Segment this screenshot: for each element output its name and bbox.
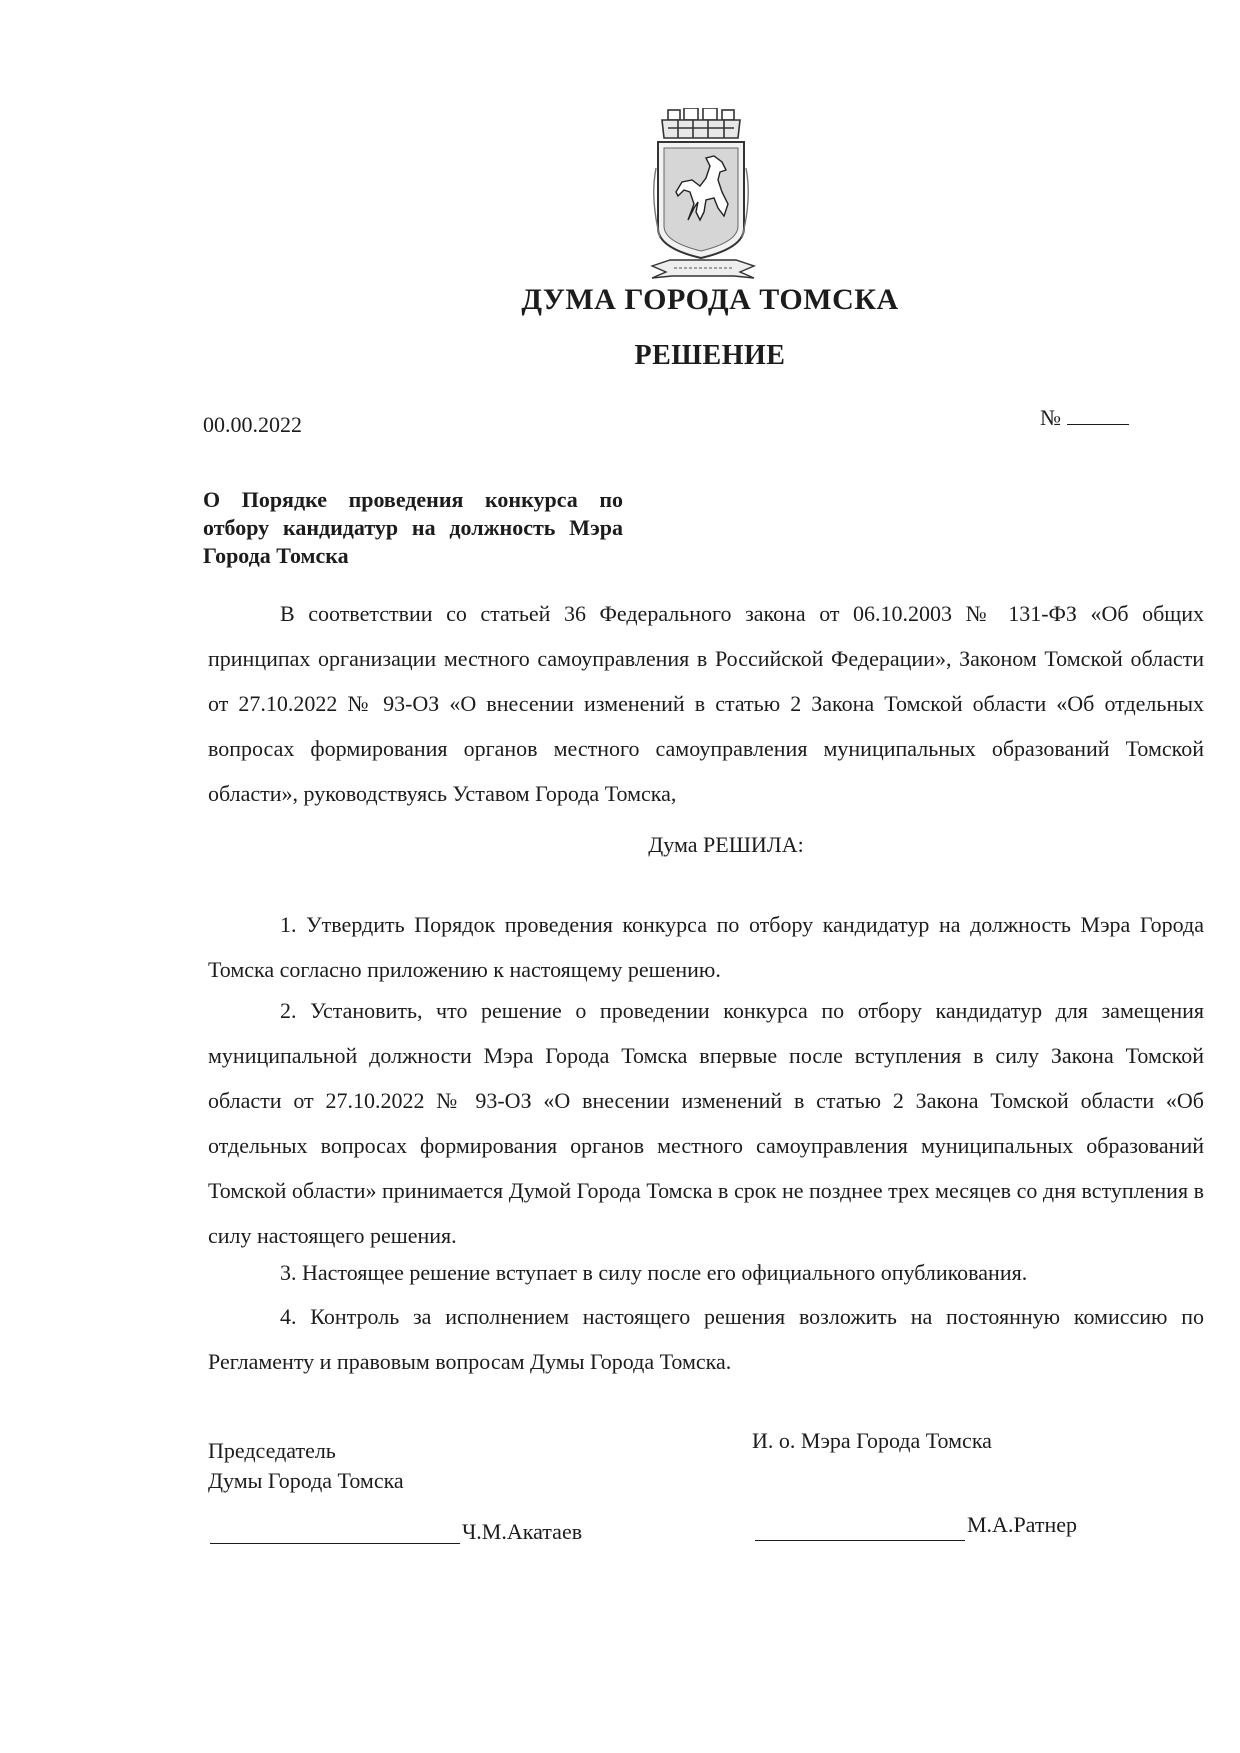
signatory-right-name: М.А.Ратнер: [967, 1512, 1078, 1537]
number-blank-line: [1067, 406, 1129, 425]
signatory-left-name: Ч.М.Акатаев: [462, 1519, 583, 1544]
tomsk-coat-of-arms-icon: [648, 108, 758, 286]
signature-line-left: [210, 1543, 460, 1544]
signature-line-right: [755, 1540, 965, 1541]
signatory-right-title: И. о. Мэра Города Томска: [752, 1428, 992, 1453]
item-paragraph-2: 2. Установить, что решение о проведении конкурса по отбору кандидатур для замещения муниципальной должности Мэра Города Томска впервые после вступления в силу Закона Томской области от 27.10.2022 № 93-ОЗ «О внесении изменений в статью 2 Закона Томской области «Об отдельных вопросах формирования органов местного самоуправления муниципальных образований Томской области» принимается Думой Города Томска в срок не позднее трех месяцев со дня вступления в силу настоящего решения.: [208, 998, 1204, 1248]
item-paragraph-4: 4. Контроль за исполнением настоящего решения возложить на постоянную комиссию по Регламенту и правовым вопросам Думы Города Томска.: [208, 1304, 1204, 1374]
resolved-heading: Дума РЕШИЛА:: [648, 832, 804, 857]
document-date: 00.00.2022: [203, 412, 302, 437]
signatory-left-title: [208, 1436, 404, 1496]
item-paragraph-1: 1. Утвердить Порядок проведения конкурса по отбору кандидатур на должность Мэра Города Томска согласно приложению к настоящему решению.: [208, 912, 1204, 982]
item-paragraph-3: 3. Настоящее решение вступает в силу после его официального опубликования.: [280, 1260, 1028, 1285]
signatory-left-title-line1: Председатель: [208, 1438, 336, 1463]
number-label: №: [1040, 405, 1061, 430]
organization-title: ДУМА ГОРОДА ТОМСКА: [521, 283, 899, 316]
preamble-paragraph: В соответствии со статьей 36 Федерального закона от 06.10.2003 № 131-ФЗ «Об общих принципах организации местного самоуправления в Российской Федерации», Законом Томской области от 27.10.2022 № 93-ОЗ «О внесении изменений в статью 2 Закона Томской области «Об отдельных вопросах формирования органов местного самоуправления муниципальных образований Томской области», руководствуясь Уставом Города Томска,: [208, 601, 1204, 806]
document-subject: О Порядке проведения конкурса по отбору кандидатур на должность Мэра Города Томска: [203, 487, 623, 568]
document-number: [1040, 405, 1129, 431]
signatory-left-title-line2: Думы Города Томска: [208, 1468, 404, 1493]
document-type: РЕШЕНИЕ: [634, 340, 786, 371]
